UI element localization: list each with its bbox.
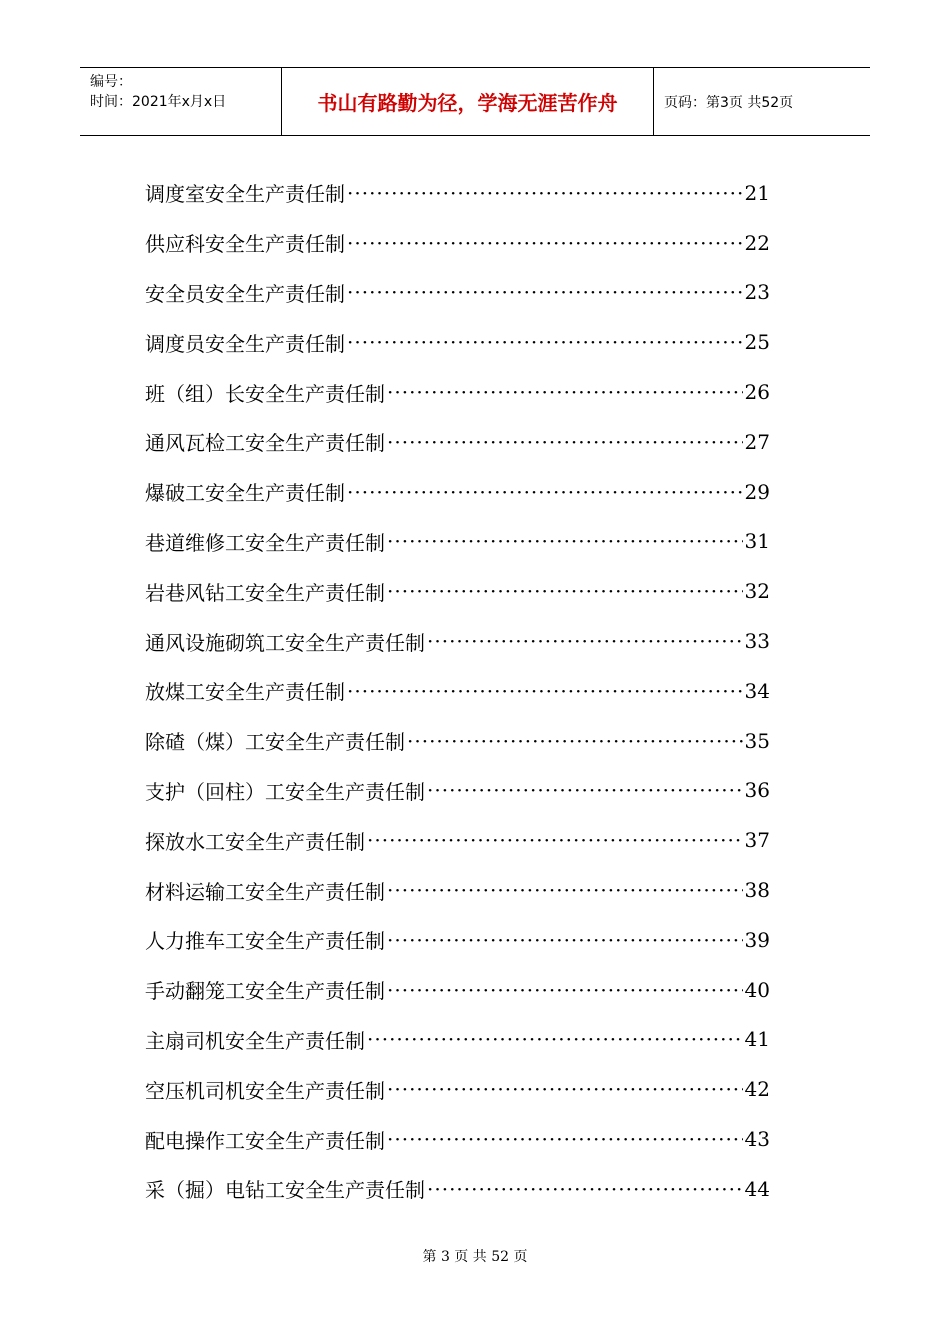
toc-entry-title: 调度员安全生产责任制 — [145, 331, 345, 356]
toc-entry-page-number: 34 — [744, 678, 770, 703]
toc-dot-leader — [427, 1177, 743, 1201]
toc-dot-leader — [427, 778, 743, 802]
toc-entry-title: 除碴（煤）工安全生产责任制 — [145, 730, 405, 755]
toc-dot-leader — [387, 1127, 743, 1151]
toc-entry[interactable] — [145, 1015, 770, 1065]
toc-dot-leader — [387, 1077, 743, 1101]
toc-entry-page-number: 23 — [744, 280, 770, 305]
toc-dot-leader — [347, 480, 743, 504]
toc-entry[interactable] — [145, 1114, 770, 1164]
toc-entry[interactable] — [145, 317, 770, 367]
toc-entry[interactable] — [145, 517, 770, 567]
toc-entry-page-number: 22 — [744, 230, 770, 255]
toc-entry[interactable] — [145, 766, 770, 816]
header-page-info: 页码：第3页 共52页 — [664, 94, 794, 111]
toc-entry[interactable] — [145, 1064, 770, 1114]
document-number-label: 编号： — [90, 74, 132, 90]
toc-dot-leader — [387, 978, 743, 1002]
toc-entry[interactable] — [145, 417, 770, 467]
toc-dot-leader — [347, 330, 743, 354]
toc-entry-title: 支护（回柱）工安全生产责任制 — [145, 779, 425, 804]
toc-entry[interactable] — [145, 666, 770, 716]
toc-dot-leader — [427, 629, 743, 653]
toc-entry[interactable] — [145, 218, 770, 268]
toc-dot-leader — [367, 1027, 743, 1051]
toc-entry[interactable] — [145, 268, 770, 318]
toc-entry-page-number: 27 — [744, 429, 770, 454]
toc-entry[interactable] — [145, 915, 770, 965]
toc-entry-page-number: 29 — [744, 479, 770, 504]
toc-entry-page-number: 26 — [744, 380, 770, 405]
toc-dot-leader — [367, 828, 743, 852]
toc-entry-page-number: 31 — [744, 529, 770, 554]
document-time-label: 时间：2021年x月x日 — [90, 94, 227, 110]
toc-entry-page-number: 40 — [744, 977, 770, 1002]
toc-entry-title: 采（掘）电钻工安全生产责任制 — [145, 1178, 425, 1203]
toc-entry-title: 岩巷风钻工安全生产责任制 — [145, 580, 385, 605]
toc-entry[interactable] — [145, 965, 770, 1015]
toc-entry-title: 爆破工安全生产责任制 — [145, 481, 345, 506]
toc-entry-page-number: 33 — [744, 629, 770, 654]
toc-entry[interactable] — [145, 865, 770, 915]
page-footer: 第 3 页 共 52 页 — [422, 1249, 528, 1265]
toc-entry-page-number: 41 — [744, 1027, 770, 1052]
toc-entry-page-number: 36 — [744, 778, 770, 803]
toc-entry-title: 手动翻笼工安全生产责任制 — [145, 979, 385, 1004]
toc-entry-title: 调度室安全生产责任制 — [145, 182, 345, 207]
toc-dot-leader — [387, 430, 743, 454]
header-meta — [80, 68, 282, 135]
toc-entry-page-number: 38 — [744, 878, 770, 903]
toc-dot-leader — [387, 380, 743, 404]
toc-entry-page-number: 32 — [744, 579, 770, 604]
toc-dot-leader — [387, 928, 743, 952]
toc-entry-title: 探放水工安全生产责任制 — [145, 829, 365, 854]
toc-entry[interactable] — [145, 815, 770, 865]
toc-entry-title: 放煤工安全生产责任制 — [145, 680, 345, 705]
toc-entry-page-number: 43 — [744, 1127, 770, 1152]
toc-entry-page-number: 44 — [744, 1176, 770, 1201]
toc-dot-leader — [347, 280, 743, 304]
toc-entry[interactable] — [145, 467, 770, 517]
toc-entry-title: 主扇司机安全生产责任制 — [145, 1028, 365, 1053]
toc-dot-leader — [347, 231, 743, 255]
table-of-contents — [145, 168, 770, 1214]
toc-entry-title: 安全员安全生产责任制 — [145, 281, 345, 306]
toc-entry[interactable] — [145, 616, 770, 666]
toc-dot-leader — [387, 529, 743, 553]
toc-entry[interactable] — [145, 168, 770, 218]
toc-dot-leader — [347, 181, 743, 205]
toc-entry[interactable] — [145, 367, 770, 417]
toc-entry-title: 空压机司机安全生产责任制 — [145, 1078, 385, 1103]
toc-entry-title: 巷道维修工安全生产责任制 — [145, 530, 385, 555]
toc-entry-page-number: 42 — [744, 1077, 770, 1102]
toc-dot-leader — [387, 579, 743, 603]
toc-dot-leader — [407, 729, 743, 753]
page-header — [80, 67, 870, 136]
toc-entry[interactable] — [145, 566, 770, 616]
toc-dot-leader — [347, 679, 743, 703]
toc-entry-title: 配电操作工安全生产责任制 — [145, 1128, 385, 1153]
toc-entry[interactable] — [145, 716, 770, 766]
toc-entry[interactable] — [145, 1164, 770, 1214]
toc-entry-title: 班（组）长安全生产责任制 — [145, 381, 385, 406]
toc-entry-title: 通风瓦检工安全生产责任制 — [145, 431, 385, 456]
toc-entry-page-number: 25 — [744, 330, 770, 355]
toc-entry-title: 材料运输工安全生产责任制 — [145, 879, 385, 904]
toc-entry-page-number: 21 — [744, 180, 770, 205]
header-slogan: 书山有路勤为径，学海无涯苦作舟 — [282, 68, 654, 135]
toc-entry-title: 供应科安全生产责任制 — [145, 232, 345, 257]
toc-entry-title: 人力推车工安全生产责任制 — [145, 929, 385, 954]
toc-entry-page-number: 39 — [744, 927, 770, 952]
toc-entry-title: 通风设施砌筑工安全生产责任制 — [145, 630, 425, 655]
toc-entry-page-number: 37 — [744, 828, 770, 853]
toc-dot-leader — [387, 878, 743, 902]
toc-entry-page-number: 35 — [744, 728, 770, 753]
